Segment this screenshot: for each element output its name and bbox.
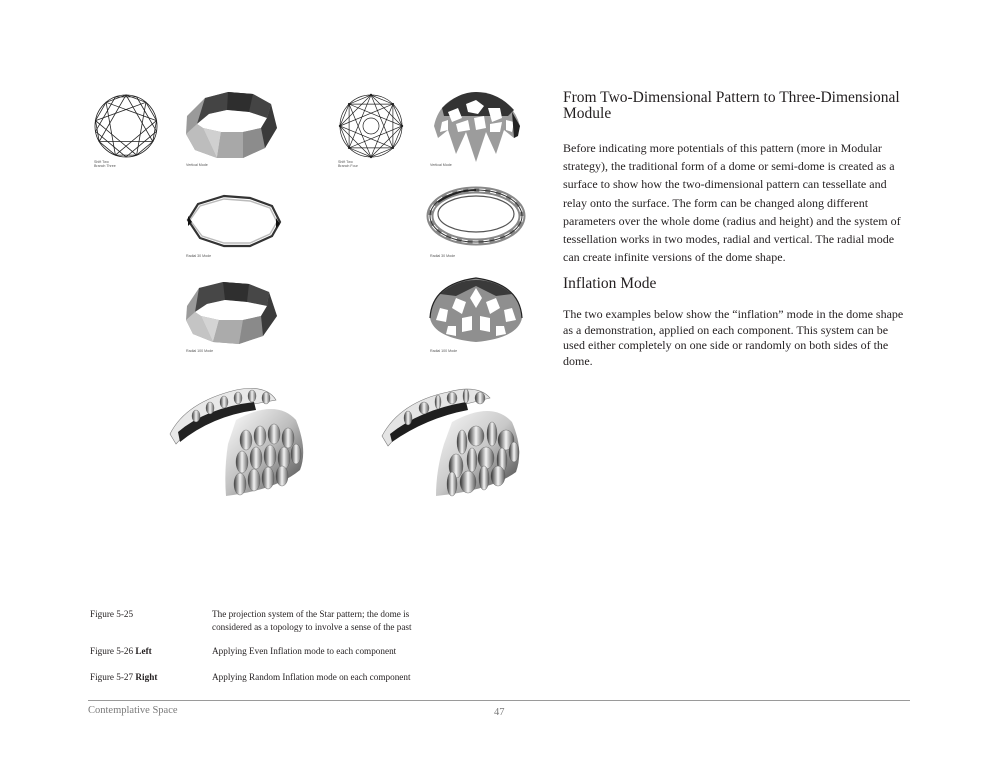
figure-label xyxy=(90,608,133,621)
caption-line: Shift Two xyxy=(338,160,353,164)
caption-line: Branch Three xyxy=(94,164,116,169)
caption-vertical-a: Vertical Mode xyxy=(186,163,208,167)
star-pattern-branch-four xyxy=(337,92,405,160)
figure-number: Figure 5-27 xyxy=(90,672,134,682)
figure-number: Figure 5-25 xyxy=(90,609,134,619)
figure-number: Figure 5-26 xyxy=(90,646,134,656)
figure-label xyxy=(90,671,157,684)
page-number: 47 xyxy=(494,707,505,718)
even-inflation-dome-render xyxy=(166,380,312,498)
caption-line: Shift Two xyxy=(94,160,109,164)
figure-position: Left xyxy=(135,646,152,656)
body-paragraph-1: Before indicating more potentials of this pattern (more in Modular strategy), the traditional form of a dome or semi-dome is created as a surface to show how the two-dimensional pattern can tessellate and relay onto the surface. The form can be changed along different parameters over the whole dome (radius and height) and the system of tessellation works in two modes, radial and vertical. The radial mode can create infinite versions of the dome shape. xyxy=(563,141,901,265)
radial-30-ring-a xyxy=(184,192,282,250)
radial-100-dome-b xyxy=(426,274,526,346)
figure-caption: The projection system of the Star pattern; the dome is considered as a topology to involve a sense of the past xyxy=(212,609,412,632)
caption-radial30-a: Radial 30 Mode xyxy=(186,254,212,258)
footer-divider xyxy=(88,700,910,701)
body-paragraph-2: The two examples below show the “inflation” mode in the dome shape as a demonstration, applied on each component. This system can be used either completely on one side or randomly on both sides of the dome. xyxy=(563,307,904,368)
vertical-mode-dome-b xyxy=(428,86,524,164)
figure-position: Right xyxy=(135,672,158,682)
section-heading: From Two-Dimensional Pattern to Three-Dimensional Module xyxy=(563,89,900,122)
figure-label xyxy=(90,645,152,658)
caption-radial30-b: Radial 30 Mode xyxy=(430,254,456,258)
figure-caption: Applying Random Inflation mode on each component xyxy=(212,672,411,682)
radial-100-ring-a xyxy=(183,280,281,346)
caption-radial100-a: Radial 100 Mode xyxy=(186,349,214,353)
radial-30-ring-b xyxy=(426,184,526,250)
caption-pattern-b xyxy=(338,160,358,169)
vertical-mode-ring-a xyxy=(183,88,281,160)
random-inflation-dome-render xyxy=(380,380,526,498)
caption-radial100-b: Radial 100 Mode xyxy=(430,349,458,353)
caption-vertical-b: Vertical Mode xyxy=(430,163,452,167)
star-pattern-branch-three xyxy=(92,92,160,160)
figure-caption: Applying Even Inflation mode to each component xyxy=(212,646,397,656)
footer-title: Contemplative Space xyxy=(88,705,178,716)
caption-pattern-a xyxy=(94,160,116,169)
caption-line: Branch Four xyxy=(338,164,358,169)
subheading-inflation-mode: Inflation Mode xyxy=(563,275,657,292)
